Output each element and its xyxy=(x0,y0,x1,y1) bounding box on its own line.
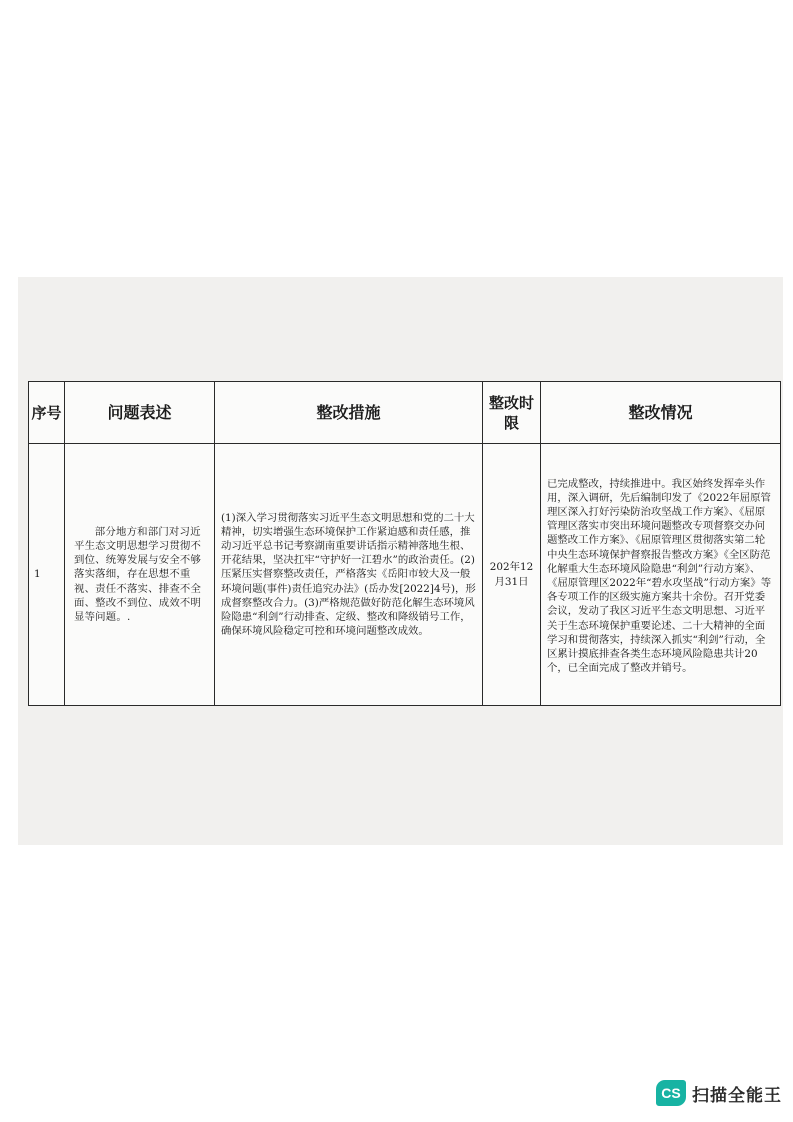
row-problem: 部分地方和部门对习近平生态文明思想学习贯彻不到位、统筹发展与安全不够落实落细，存在思想不重视、责任不落实、排查不全面、整改不到位、成效不明显等问题。. xyxy=(65,444,215,706)
row-deadline: 202年12月31日 xyxy=(483,444,541,706)
header-status: 整改情况 xyxy=(541,382,781,444)
watermark-text: 扫描全能王 xyxy=(692,1085,782,1106)
camscanner-watermark xyxy=(656,1080,782,1106)
row-measures: (1)深入学习贯彻落实习近平生态文明思想和党的二十大精神，切实增强生态环境保护工作紧迫感和责任感，推动习近平总书记考察湖南重要讲话指示精神落地生根、开花结果，坚决扛牢“守护好一江碧水”的政治责任。(2)压紧压实督察整改责任，严格落实《岳阳市较大及一般环境问题(事件)责任追究办法》(岳办发[2022]4号)，形成督察整改合力。(3)严格规范做好防范化解生态环境风险隐患“利剑”行动排查、定级、整改和降级销号工作，确保环境风险稳定可控和环境问题整改成效。 xyxy=(215,444,483,706)
cs-logo-icon: CS xyxy=(656,1080,686,1106)
header-seq: 序号 xyxy=(29,382,65,444)
header-problem: 问题表述 xyxy=(65,382,215,444)
row-status: 已完成整改，持续推进中。我区始终发挥牵头作用，深入调研，先后编制印发了《2022年屈原管理区深入打好污染防治攻坚战工作方案》、《屈原管理区落实市突出环境问题整改专项督察交办问题整改工作方案》、《屈原管理区贯彻落实第二轮中央生态环境保护督察报告整改方案》《全区防范化解重大生态环境风险隐患“利剑”行动方案》、《屈原管理区2022年“碧水攻坚战”行动方案》等各专项工作的区级实施方案共十余份。召开党委会议，发动了我区习近平生态文明思想、习近平关于生态环境保护重要论述、二十大精神的全面学习和贯彻落实，持续深入抓实“利剑”行动，全区累计摸底排查各类生态环境风险隐患共计20个，已全面完成了整改并销号。 xyxy=(541,444,781,706)
header-measures: 整改措施 xyxy=(215,382,483,444)
header-deadline: 整改时限 xyxy=(483,382,541,444)
rectification-table xyxy=(28,381,781,706)
table-header-row xyxy=(29,382,781,444)
row-seq: 1 xyxy=(29,444,65,706)
table-row xyxy=(29,444,781,706)
